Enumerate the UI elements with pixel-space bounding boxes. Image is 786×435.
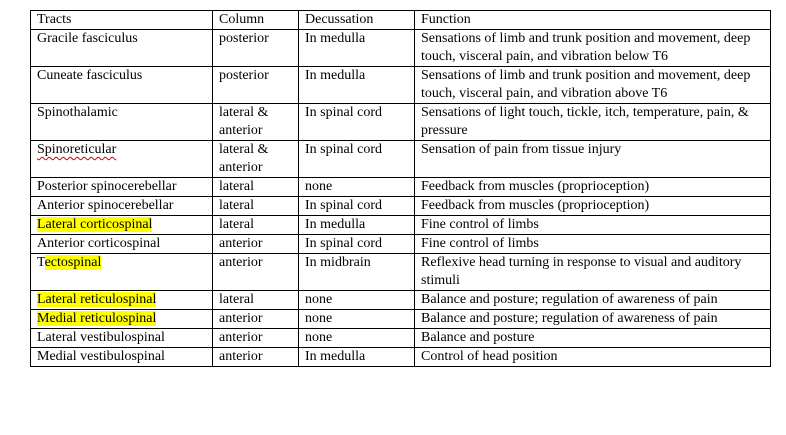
decussation-value: none [299, 291, 415, 310]
decussation-value: none [299, 310, 415, 329]
decussation-value: In spinal cord [299, 197, 415, 216]
column-value: lateral [213, 197, 299, 216]
column-value: anterior [213, 348, 299, 367]
function-value: Fine control of limbs [415, 216, 771, 235]
decussation-value: In medulla [299, 30, 415, 67]
header-decussation: Decussation [299, 11, 415, 30]
column-value: anterior [213, 235, 299, 254]
function-value: Balance and posture; regulation of awareness of pain [415, 291, 771, 310]
column-value: lateral [213, 216, 299, 235]
decussation-value: none [299, 329, 415, 348]
function-value: Sensations of limb and trunk position and movement, deep touch, visceral pain, and vibration below T6 [415, 30, 771, 67]
table-row [31, 291, 771, 310]
column-value: lateral & anterior [213, 141, 299, 178]
table-row [31, 329, 771, 348]
tract-name: Spinothalamic [31, 104, 213, 141]
tract-name: Anterior spinocerebellar [31, 197, 213, 216]
tract-name [31, 310, 213, 329]
decussation-value: none [299, 178, 415, 197]
column-value: lateral [213, 178, 299, 197]
column-value: anterior [213, 254, 299, 291]
highlighted-text: Lateral corticospinal [37, 217, 153, 232]
column-value: lateral [213, 291, 299, 310]
tract-name: Posterior spinocerebellar [31, 178, 213, 197]
table-row [31, 216, 771, 235]
header-row [31, 11, 771, 30]
function-value: Control of head position [415, 348, 771, 367]
function-value: Sensations of light touch, tickle, itch, temperature, pain, & pressure [415, 104, 771, 141]
function-value: Fine control of limbs [415, 235, 771, 254]
tract-name: Anterior corticospinal [31, 235, 213, 254]
header-column: Column [213, 11, 299, 30]
function-value: Feedback from muscles (proprioception) [415, 197, 771, 216]
highlighted-text: ectospinal [44, 255, 102, 270]
column-value: anterior [213, 310, 299, 329]
tract-name: Medial vestibulospinal [31, 348, 213, 367]
table-row [31, 104, 771, 141]
tract-name-prefix: T [37, 255, 45, 270]
decussation-value: In spinal cord [299, 235, 415, 254]
table-container [30, 10, 771, 367]
spinal-tracts-table [30, 10, 771, 367]
function-value: Reflexive head turning in response to visual and auditory stimuli [415, 254, 771, 291]
tract-name [31, 291, 213, 310]
table-row [31, 197, 771, 216]
decussation-value: In spinal cord [299, 104, 415, 141]
function-value: Sensation of pain from tissue injury [415, 141, 771, 178]
tract-name: Lateral vestibulospinal [31, 329, 213, 348]
tract-name [31, 216, 213, 235]
column-value: posterior [213, 67, 299, 104]
table-row [31, 30, 771, 67]
table-row [31, 67, 771, 104]
decussation-value: In medulla [299, 216, 415, 235]
decussation-value: In medulla [299, 67, 415, 104]
header-tracts: Tracts [31, 11, 213, 30]
table-row [31, 141, 771, 178]
decussation-value: In midbrain [299, 254, 415, 291]
tract-name [31, 141, 213, 178]
spellcheck-underlined-text: Spinoreticular [37, 142, 117, 157]
table-row [31, 310, 771, 329]
function-value: Balance and posture; regulation of awareness of pain [415, 310, 771, 329]
function-value: Sensations of limb and trunk position and movement, deep touch, visceral pain, and vibration above T6 [415, 67, 771, 104]
column-value: lateral & anterior [213, 104, 299, 141]
column-value: posterior [213, 30, 299, 67]
table-row [31, 235, 771, 254]
decussation-value: In spinal cord [299, 141, 415, 178]
tract-name: Cuneate fasciculus [31, 67, 213, 104]
decussation-value: In medulla [299, 348, 415, 367]
highlighted-text: Lateral reticulospinal [37, 292, 157, 307]
tract-name: Gracile fasciculus [31, 30, 213, 67]
highlighted-text: Medial reticulospinal [37, 311, 157, 326]
column-value: anterior [213, 329, 299, 348]
function-value: Balance and posture [415, 329, 771, 348]
table-row [31, 254, 771, 291]
table-row [31, 348, 771, 367]
tract-name [31, 254, 213, 291]
header-function: Function [415, 11, 771, 30]
function-value: Feedback from muscles (proprioception) [415, 178, 771, 197]
table-row [31, 178, 771, 197]
